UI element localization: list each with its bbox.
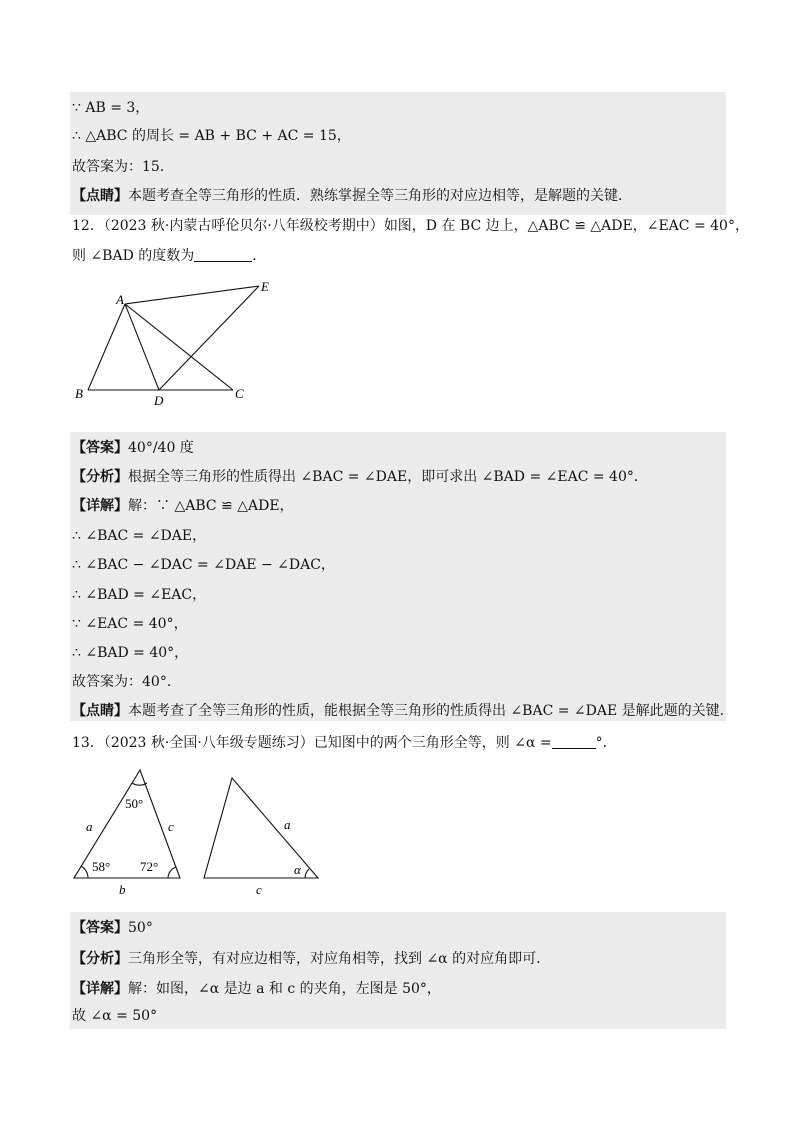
q13-detail-1: 【详解】解：如图，∠α 是边 a 和 c 的夹角，左图是 50°， xyxy=(72,981,441,997)
q12-detail-3: ∴ ∠BAC − ∠DAC = ∠DAE − ∠DAC， xyxy=(72,557,335,573)
label-d: D xyxy=(154,393,164,408)
q12-detail-7: 故答案为：40°． xyxy=(72,674,181,690)
q12-detail-6: ∴ ∠BAD = 40°， xyxy=(72,645,189,661)
angle-50-label: 50° xyxy=(125,796,144,811)
prev-solution-line-1: ∵ AB = 3， xyxy=(72,100,150,116)
q12-analysis: 【分析】根据全等三角形的性质得出 ∠BAC = ∠DAE，即可求出 ∠BAD = ∠EAC = 40°． xyxy=(72,469,648,485)
prev-solution-line-3: 故答案为：15． xyxy=(72,159,174,175)
segment-de xyxy=(159,286,259,390)
q12-detail-1: 【详解】解：∵ △ABC ≌ △ADE， xyxy=(72,498,294,514)
q13-analysis: 【分析】三角形全等，有对应边相等，对应角相等，找到 ∠α 的对应角即可． xyxy=(72,951,551,967)
side-a-label-left: a xyxy=(86,819,93,834)
left-bl-arc xyxy=(81,866,88,878)
left-br-arc xyxy=(168,867,176,878)
q12-answer-blank[interactable] xyxy=(194,247,252,262)
q13-detail-2: 故 ∠α = 50° xyxy=(72,1008,158,1024)
q12-stem-line-2: 则 ∠BAD 的度数为 ． xyxy=(72,248,267,264)
q12-answer: 【答案】40°/40 度 xyxy=(72,440,194,456)
label-e: E xyxy=(261,279,269,294)
angle-72-label: 72° xyxy=(140,859,159,874)
label-a: A xyxy=(116,292,124,307)
side-c-label-left: c xyxy=(168,819,174,834)
prev-solution-line-2: ∴ △ABC 的周长 = AB + BC + AC = 15， xyxy=(72,128,351,144)
q12-figure xyxy=(70,278,290,410)
q13-solution-band xyxy=(70,912,726,1029)
label-b: B xyxy=(75,386,83,401)
right-triangle xyxy=(204,778,318,878)
q13-stem: 13．（2023 秋·全国·八年级专题练习）已知图中的两个三角形全等，则 ∠α = °． xyxy=(72,735,617,751)
q12-stem: 12．（2023 秋·内蒙古呼伦贝尔·八年级校考期中）如图，D 在 BC 边上，△ABC ≌ △ADE，∠EAC = 40°， xyxy=(72,218,749,234)
prev-solution-comment: 【点睛】本题考查全等三角形的性质．熟练掌握全等三角形的对应边相等，是解题的关键． xyxy=(72,188,632,204)
q13-figure xyxy=(66,764,336,900)
right-br-arc xyxy=(305,869,309,878)
side-a-label-right: a xyxy=(284,817,291,832)
label-c: C xyxy=(235,386,244,401)
side-b-label: b xyxy=(119,882,126,897)
q13-answer-blank[interactable] xyxy=(552,734,596,749)
q12-comment: 【点睛】本题考查了全等三角形的性质，能根据全等三角形的性质得出 ∠BAC = ∠DAE 是解此题的关键． xyxy=(72,703,734,719)
angle-58-label: 58° xyxy=(92,859,111,874)
q12-detail-5: ∵ ∠EAC = 40°， xyxy=(72,616,188,632)
segment-ac xyxy=(125,304,233,390)
segment-ab xyxy=(88,304,125,390)
q12-detail-4: ∴ ∠BAD = ∠EAC， xyxy=(72,587,207,603)
q12-detail-2: ∴ ∠BAC = ∠DAE， xyxy=(72,528,207,544)
q13-answer: 【答案】50° xyxy=(72,920,153,936)
side-c-label-right: c xyxy=(256,882,262,897)
alpha-label: α xyxy=(294,862,301,877)
segment-ae xyxy=(125,286,259,304)
